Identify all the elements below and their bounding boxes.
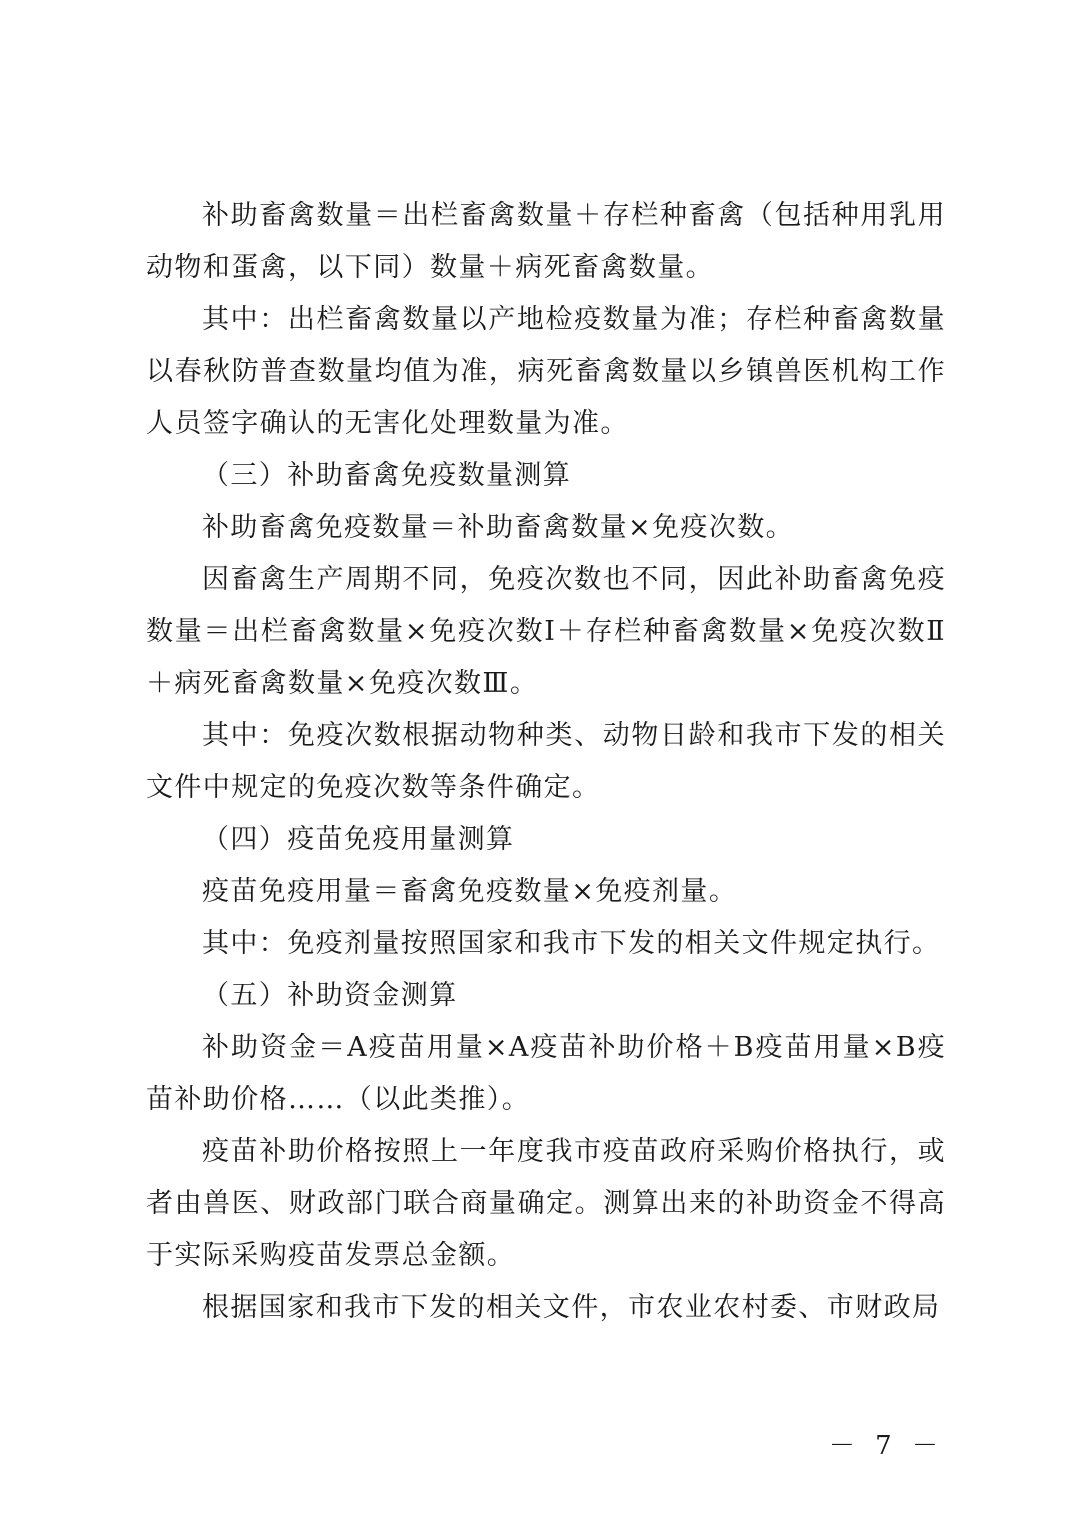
- section-heading-three: （三）补助畜禽免疫数量测算: [202, 460, 572, 491]
- page-number: － 7 －: [828, 1431, 944, 1461]
- document-body: [146, 190, 946, 1334]
- paragraph-immunization-count-detail: 因畜禽生产周期不同，免疫次数也不同，因此补助畜禽免疫数量＝出栏畜禽数量×免疫次数Ⅰ＋存栏种畜禽数量×免疫次数Ⅱ＋病死畜禽数量×免疫次数Ⅲ。: [146, 564, 946, 699]
- section-heading-five: （五）补助资金测算: [202, 980, 458, 1011]
- paragraph-according-to-documents: 根据国家和我市下发的相关文件，市农业农村委、市财政局: [202, 1292, 941, 1323]
- paragraph-immunization-times-note: 其中：免疫次数根据动物种类、动物日龄和我市下发的相关文件中规定的免疫次数等条件确定。: [146, 720, 946, 803]
- paragraph-vaccine-dosage-formula: 疫苗免疫用量＝畜禽免疫数量×免疫剂量。: [202, 876, 738, 907]
- paragraph-subsidy-funds-formula: 补助资金＝A疫苗用量×A疫苗补助价格＋B疫苗用量×B疫苗补助价格……（以此类推）。: [146, 1032, 946, 1115]
- section-heading-four: （四）疫苗免疫用量测算: [202, 824, 515, 855]
- paragraph-count-criteria: 其中：出栏畜禽数量以产地检疫数量为准；存栏种畜禽数量以春秋防普查数量均值为准，病死畜禽数量以乡镇兽医机构工作人员签字确认的无害化处理数量为准。: [146, 304, 946, 439]
- paragraph-immunization-count-formula: 补助畜禽免疫数量＝补助畜禽数量×免疫次数。: [202, 512, 795, 543]
- paragraph-dosage-note: 其中：免疫剂量按照国家和我市下发的相关文件规定执行。: [202, 928, 941, 959]
- paragraph-subsidy-price-note: 疫苗补助价格按照上一年度我市疫苗政府采购价格执行，或者由兽医、财政部门联合商量确定。测算出来的补助资金不得高于实际采购疫苗发票总金额。: [146, 1136, 946, 1271]
- paragraph-subsidy-livestock-count: 补助畜禽数量＝出栏畜禽数量＋存栏种畜禽（包括种用乳用动物和蛋禽，以下同）数量＋病死畜禽数量。: [146, 200, 946, 283]
